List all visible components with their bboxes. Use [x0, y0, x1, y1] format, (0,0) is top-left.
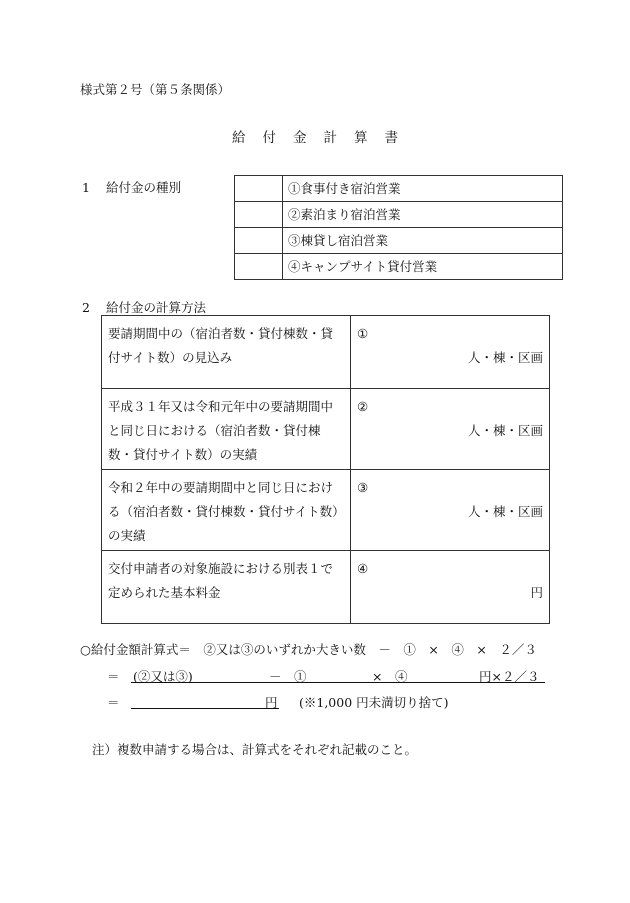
row-unit: 人・棟・区画	[467, 423, 543, 438]
table-row	[235, 176, 563, 202]
row-marker: ②	[357, 399, 369, 414]
amount-blank[interactable]	[131, 708, 279, 709]
row-marker: ③	[357, 480, 369, 495]
row-description: 平成３１年又は令和元年中の要請期間中と同じ日における（宿泊者数・貸付棟数・貸付サイト数）の実績	[102, 389, 351, 470]
value-cell[interactable]	[351, 470, 550, 551]
formula-equals: ＝	[107, 669, 120, 684]
rounding-note: (※1,000 円未満切り捨て)	[299, 695, 449, 710]
row-description: 交付申請者の対象施設における別表１で定められた基本料金	[102, 551, 351, 624]
table-row	[102, 389, 550, 470]
formula-line-2	[107, 667, 547, 685]
formula-yen: 円	[265, 695, 278, 710]
option-cell: ④キャンプサイト貸付営業	[283, 254, 563, 280]
option-cell: ③棟貸し宿泊営業	[283, 228, 563, 254]
formula-term-a: (②又は③)	[133, 669, 193, 684]
check-cell[interactable]	[235, 176, 283, 202]
formula-underline	[131, 682, 545, 683]
row-unit: 人・棟・区画	[467, 350, 543, 365]
row-unit: 円	[530, 585, 543, 600]
table-row	[235, 228, 563, 254]
row-marker: ①	[357, 326, 369, 341]
row-marker: ④	[357, 561, 369, 576]
check-cell[interactable]	[235, 228, 283, 254]
footnote: 注）複数申請する場合は、計算式をそれぞれ記載のこと。	[92, 742, 418, 757]
row-description: 要請期間中の（宿泊者数・貸付棟数・貸付サイト数）の見込み	[102, 316, 351, 389]
table-row	[102, 316, 550, 389]
table-row	[235, 254, 563, 280]
table-row	[102, 470, 550, 551]
value-cell[interactable]	[351, 389, 550, 470]
formula-term-d: 円×２／３	[479, 669, 540, 684]
value-cell[interactable]	[351, 316, 550, 389]
formula-equals: ＝	[107, 695, 120, 710]
check-cell[interactable]	[235, 254, 283, 280]
document-title: 給付金計算書	[232, 130, 415, 146]
table-row	[235, 202, 563, 228]
section1-label: 給付金の種別	[106, 180, 182, 195]
row-unit: 人・棟・区画	[467, 504, 543, 519]
section1-number: 1	[82, 180, 90, 195]
section1-heading	[82, 178, 181, 196]
formula-line-3	[107, 693, 547, 711]
formula-line-1: ○給付金額計算式＝ ②又は③のいずれか大きい数 － ① × ④ × ２／３	[80, 642, 537, 657]
option-cell: ①食事付き宿泊営業	[283, 176, 563, 202]
form-number: 様式第２号（第５条関係）	[80, 82, 231, 97]
value-cell[interactable]	[351, 551, 550, 624]
benefit-type-table	[234, 175, 563, 280]
check-cell[interactable]	[235, 202, 283, 228]
section2-number: 2	[82, 300, 90, 315]
formula-term-c: × ④	[372, 669, 408, 684]
section2-label: 給付金の計算方法	[106, 300, 207, 315]
row-description: 令和２年中の要請期間中と同じ日における（宿泊者数・貸付棟数・貸付サイト数）の実績	[102, 470, 351, 551]
section2-heading	[82, 298, 206, 316]
formula-term-b: － ①	[269, 669, 307, 684]
table-row	[102, 551, 550, 624]
option-cell: ②素泊まり宿泊営業	[283, 202, 563, 228]
calculation-table	[101, 315, 550, 624]
